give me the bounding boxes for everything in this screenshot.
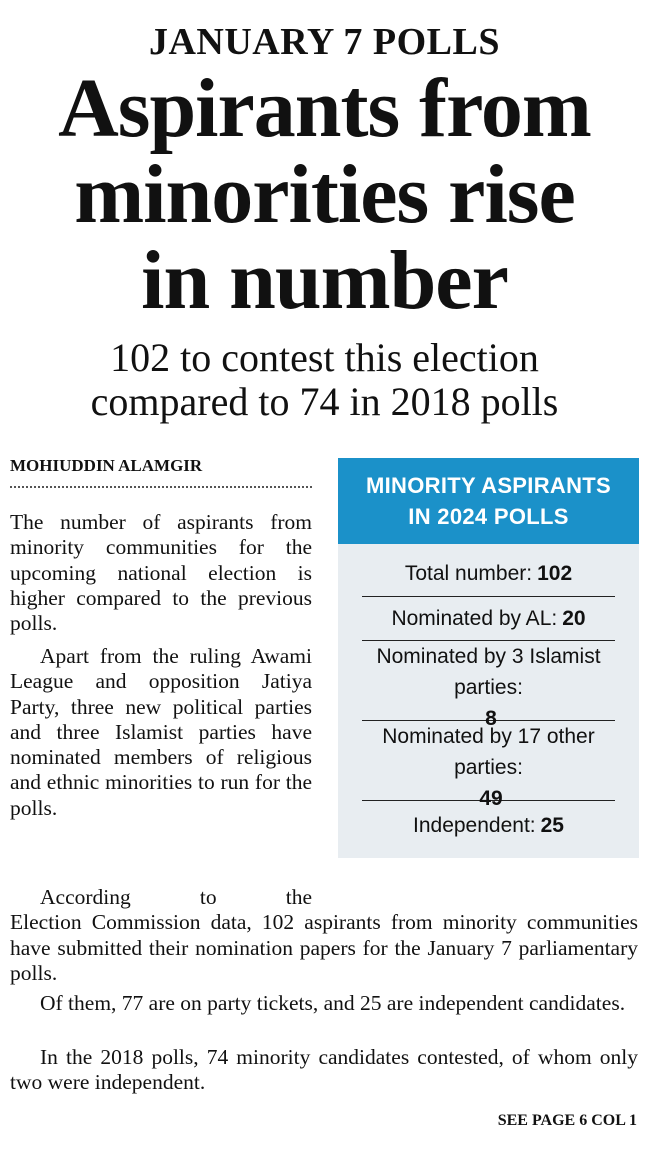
- paragraph: Apart from the ruling Awami League and opposition Jatiya Party, three new political parties and three Islamist parties have nominated members of religious and ethnic minorities to run for the polls.: [10, 644, 312, 820]
- headline-line: in number: [141, 234, 508, 327]
- paragraph-continuation: Election Commission data, 102 aspirants from minority communities have submitted their nomination papers for the January 7 parliamentary polls.: [10, 910, 638, 985]
- kicker: JANUARY 7 POLLS: [148, 21, 500, 63]
- deck-line: compared to 74 in 2018 polls: [90, 379, 559, 424]
- stat-value: 8: [485, 707, 497, 730]
- sidebar-title-line: MINORITY ASPIRANTS: [366, 473, 611, 498]
- paragraph: [10, 885, 638, 986]
- continuation-reference: SEE PAGE 6 COL 1: [497, 1112, 637, 1129]
- stat-other-parties: [362, 721, 615, 810]
- sidebar-title-line: IN 2024 POLLS: [408, 504, 569, 529]
- paragraph-lead: According to the: [40, 885, 312, 909]
- stat-value: 102: [537, 561, 573, 585]
- stat-value: 25: [540, 813, 564, 837]
- stat-total: [362, 544, 615, 597]
- sidebar-title: [338, 458, 639, 544]
- stat-value: 49: [479, 787, 503, 810]
- stat-value: 20: [562, 607, 586, 630]
- headline-line: minorities rise: [74, 148, 575, 241]
- stat-label: Independent:: [413, 813, 536, 837]
- paragraph: In the 2018 polls, 74 minority candidates contested, of whom only two were independent.: [10, 1045, 638, 1095]
- stat-label: Total number:: [404, 561, 533, 585]
- headline: [0, 62, 649, 327]
- paragraph: The number of aspirants from minority communities for the upcoming national election is higher compared to the previous polls.: [10, 510, 312, 636]
- stats-sidebar: [338, 458, 639, 858]
- stat-label: Nominated by 17 other parties:: [382, 725, 595, 779]
- stat-label: Nominated by 3 Islamist parties:: [376, 645, 601, 699]
- byline: MOHIUDDIN ALAMGIR: [10, 456, 312, 488]
- stat-al: [362, 597, 615, 641]
- deck: [0, 336, 649, 424]
- stat-label: Nominated by AL:: [391, 607, 558, 630]
- paragraph: Of them, 77 are on party tickets, and 25 are independent candidates.: [40, 991, 626, 1015]
- headline-line: Aspirants from: [58, 62, 591, 155]
- stat-islamist: [362, 641, 615, 730]
- deck-line: 102 to contest this election: [110, 335, 539, 380]
